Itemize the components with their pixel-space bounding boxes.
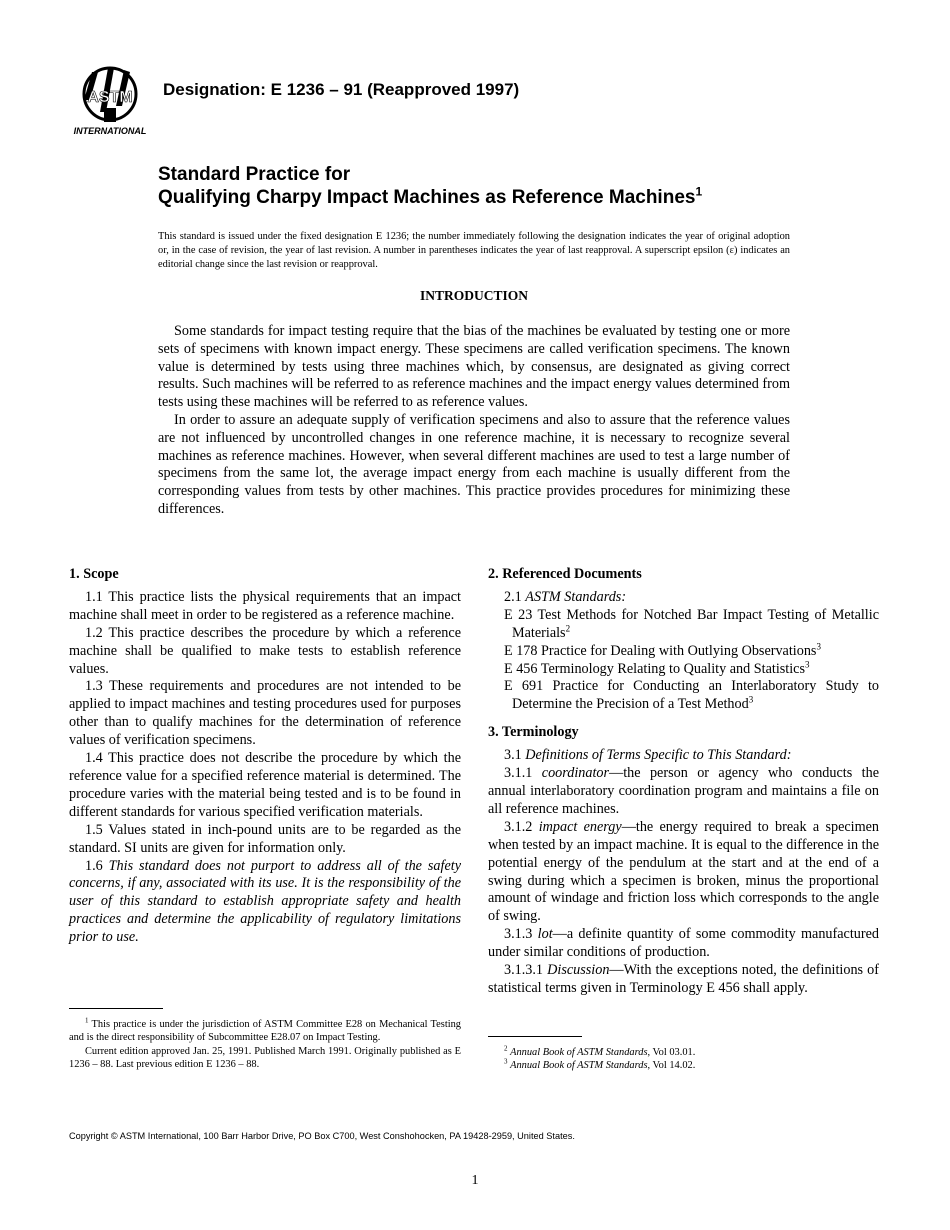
reference-note: 3	[805, 658, 810, 669]
issue-note: This standard is issued under the fixed designation E 1236; the number immediately following the designation indicates the year of original adoption or, in the case of revision, the year of last revision. A number in parentheses indicates the year of last reapproval. A superscript epsilon (ε) indicates an editorial change since the last revision or reapproval.	[158, 231, 790, 270]
reference-note: 2	[565, 622, 571, 633]
page-number: 1	[471, 1173, 479, 1188]
safety-statement: This standard does not purport to address all of the safety concerns, if any, associated with its use. It is the responsibility of the user of this standard to establish appropriate safety and health practices and determine the applicability of regulatory limitations prior to use.	[69, 857, 461, 946]
reference-item	[488, 678, 879, 714]
section-heading-referenced-documents: 2. Referenced Documents	[488, 566, 642, 582]
section-heading-scope: 1. Scope	[69, 566, 119, 582]
clause-number: 2.1	[504, 588, 522, 605]
title-main: Qualifying Charpy Impact Machines as Reference Machines	[158, 187, 696, 208]
clause-3-1-1	[488, 765, 879, 819]
footnote-mark: 2	[504, 1044, 508, 1053]
definition: —the person or agency who conducts the annual interlaboratory coordination program and maintains a file on all reference machines.	[488, 765, 879, 817]
svg-text:ASTM: ASTM	[87, 89, 133, 106]
definition: —the energy required to break a specimen when tested by an impact machine. It is equal to the difference in the potential energy of the pendulum at the start and at the end of a swing during which a specimen is broken, minus the proportional amount of windage and friction loss which corresponds to the angle of swing.	[488, 818, 880, 925]
footnote-1-continued: Current edition approved Jan. 25, 1991. Published March 1991. Originally published as E 1236 – 88. Last previous edition E 1236 – 88.	[69, 1045, 461, 1071]
copyright-notice: Copyright © ASTM International, 100 Barr Harbor Drive, PO Box C700, West Conshohocken, PA 19428-2959, United States.	[69, 1131, 575, 1141]
definition: —With the exceptions noted, the definitions of statistical terms given in Terminology E 456 shall apply.	[488, 962, 879, 996]
introduction-heading: INTRODUCTION	[419, 288, 528, 303]
clause-1-1: 1.1 This practice lists the physical requirements that an impact machine shall meet in order to be registered as a reference machine.	[69, 588, 461, 623]
reference-text: E 23 Test Methods for Notched Bar Impact Testing of Metallic Materials	[504, 606, 879, 641]
clause-label: ASTM Standards:	[525, 588, 627, 605]
footnote-mark: 1	[85, 1016, 89, 1025]
clause-1-4: 1.4 This practice does not describe the procedure by which the reference value for a specified reference material is determined. The procedure varies with the material being tested and is to be found in different standards for various specified verification materials.	[69, 750, 461, 820]
reference-item	[488, 658, 879, 679]
defined-term: impact energy	[538, 818, 622, 835]
designation: Designation: E 1236 – 91 (Reapproved 1997)	[163, 80, 520, 99]
footnotes-right	[488, 1046, 879, 1073]
clause-3-1-2	[488, 819, 879, 926]
clause-number: 3.1.1	[504, 765, 533, 782]
defined-term: lot	[537, 926, 553, 943]
reference-text: E 691 Practice for Conducting an Interlaboratory Study to Determine the Precision of a Test Method	[504, 678, 879, 713]
astm-logo	[70, 66, 150, 138]
left-column	[69, 566, 461, 947]
clause-3-1-3	[488, 926, 879, 962]
clause-1-5: 1.5 Values stated in inch-pound units are to be regarded as the standard. SI units are given for information only.	[69, 821, 461, 856]
clause-number: 3.1	[504, 747, 522, 764]
footnote-divider	[69, 1008, 163, 1009]
clause-1-6	[69, 858, 461, 948]
reference-item	[488, 640, 879, 661]
defined-term: coordinator	[541, 765, 610, 782]
reference-text: E 178 Practice for Dealing with Outlying Observations	[504, 642, 817, 659]
footnote-text: This practice is under the jurisdiction of ASTM Committee E28 on Mechanical Testing and is the direct responsibility of Subcommittee E28.07 on Impact Testing.	[69, 1019, 461, 1044]
footnote-book: Annual Book of ASTM Standards	[510, 1060, 648, 1072]
footnote-2	[488, 1046, 879, 1059]
definition: —a definite quantity of some commodity manufactured under similar conditions of production.	[488, 926, 879, 961]
right-column	[488, 566, 879, 998]
footnote-3	[488, 1059, 879, 1072]
footnote-volume: , Vol 14.02.	[647, 1060, 696, 1072]
clause-label: Definitions of Terms Specific to This Standard:	[525, 747, 792, 764]
footnote-volume: , Vol 03.01.	[647, 1047, 696, 1058]
page-title	[158, 163, 702, 209]
intro-paragraph: Some standards for impact testing require that the bias of the machines be evaluated by testing one or more sets of specimens with known impact energy. These specimens are called verification specimens. The known value is determined by tests using three machines which, by consensus, are designated as giving correct results. Such machines will be referred to as reference machines and the impact energy values determined from tests using these machines will be referred to as reference values.	[158, 323, 790, 411]
clause-3-1	[488, 747, 879, 765]
reference-text: E 456 Terminology Relating to Quality and Statistics	[504, 660, 805, 677]
logo-international-text: INTERNATIONAL	[73, 126, 147, 136]
section-heading-terminology: 3. Terminology	[488, 724, 579, 741]
clause-2-1	[488, 589, 879, 607]
clause-3-1-3-1	[488, 962, 879, 998]
title-footnote-mark: 1	[695, 184, 703, 199]
clause-1-2: 1.2 This practice describes the procedure by which a reference machine shall be qualified to make tests to establish reference values.	[69, 624, 461, 677]
footnote-book: Annual Book of ASTM Standards	[510, 1047, 648, 1058]
clause-number: 1.6	[85, 857, 103, 874]
clause-number: 3.1.2	[504, 818, 533, 835]
defined-term: Discussion	[547, 962, 610, 979]
footnote-1	[69, 1018, 461, 1045]
introduction-body	[158, 323, 790, 519]
reference-note: 3	[816, 640, 821, 651]
clause-number: 3.1.3	[504, 926, 533, 943]
title-line-1: Standard Practice for	[158, 164, 351, 185]
reference-note: 3	[748, 694, 754, 705]
footnotes-left	[69, 1018, 461, 1072]
footnote-divider	[488, 1036, 582, 1037]
footnote-mark: 3	[504, 1057, 508, 1066]
title-line-2	[158, 186, 702, 209]
intro-paragraph: In order to assure an adequate supply of verification specimens and also to assure that the reference values are not influenced by uncontrolled changes in one reference machine, it is necessary to recognize several machines as reference machines. However, when several different machines are used to test a large number of specimens from the same lot, the average impact energy from each machine is usually different from the corresponding values from tests by other machines. This practice provides procedures for minimizing these differences.	[158, 411, 790, 517]
astm-emblem	[84, 68, 136, 122]
clause-1-3: 1.3 These requirements and procedures are not intended to be applied to impact machines and testing procedures used for purposes other than to qualify machines for the determination of reference values of verification specimens.	[69, 678, 461, 749]
clause-number: 3.1.3.1	[504, 962, 544, 979]
reference-item	[488, 607, 879, 643]
